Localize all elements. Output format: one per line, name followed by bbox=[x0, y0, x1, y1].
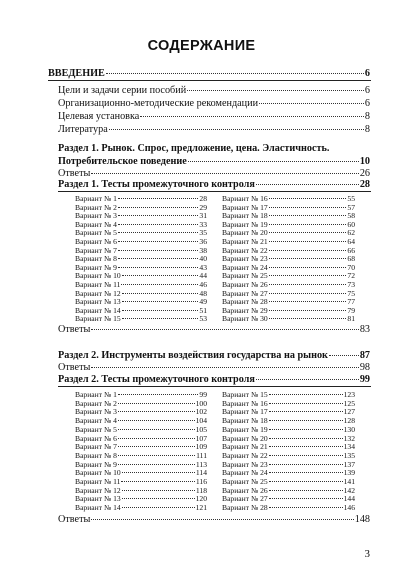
variant-page: 64 bbox=[347, 237, 355, 246]
variant-entry bbox=[222, 290, 355, 298]
variant-label: Вариант № 1 bbox=[75, 194, 117, 203]
leader-dots bbox=[118, 438, 195, 439]
variant-page: 120 bbox=[195, 494, 207, 504]
variant-label: Вариант № 3 bbox=[75, 407, 117, 417]
variant-label: Вариант № 2 bbox=[75, 202, 117, 212]
variant-entry bbox=[222, 400, 355, 408]
variant-entry bbox=[222, 247, 355, 255]
variant-label: Вариант № 20 bbox=[222, 433, 268, 443]
variant-page: 53 bbox=[199, 314, 207, 324]
toc-entry-label: Литература bbox=[58, 124, 108, 135]
variant-page: 114 bbox=[195, 468, 207, 478]
leader-dots bbox=[269, 507, 343, 508]
variant-entry bbox=[75, 426, 207, 434]
variant-entry bbox=[75, 443, 207, 451]
variant-page: 36 bbox=[199, 237, 207, 246]
variant-entry bbox=[222, 307, 355, 315]
variant-label: Вариант № 12 bbox=[75, 485, 121, 495]
leader-dots bbox=[122, 293, 199, 294]
variant-label: Вариант № 26 bbox=[222, 280, 268, 289]
variant-label: Вариант № 30 bbox=[222, 314, 268, 324]
toc-entry-label: Ответы bbox=[58, 362, 91, 373]
toc-entry-page: 6 bbox=[364, 98, 370, 109]
variant-label: Вариант № 29 bbox=[222, 305, 268, 315]
variant-entry bbox=[75, 408, 207, 416]
variant-page: 68 bbox=[347, 254, 355, 264]
variant-label: Вариант № 6 bbox=[75, 433, 117, 443]
variant-label: Вариант № 13 bbox=[75, 297, 121, 307]
leader-dots bbox=[118, 232, 199, 233]
variant-page: 55 bbox=[347, 194, 355, 203]
variant-label: Вариант № 14 bbox=[75, 305, 121, 315]
variant-label: Вариант № 19 bbox=[222, 424, 268, 434]
variant-entry bbox=[222, 487, 355, 495]
variant-page: 60 bbox=[347, 219, 355, 229]
toc-entry-label: Ответы bbox=[58, 514, 91, 525]
variant-page: 113 bbox=[195, 459, 207, 469]
toc-entry-page: 83 bbox=[359, 324, 370, 335]
leader-dots bbox=[106, 73, 364, 74]
variant-label: Вариант № 10 bbox=[75, 468, 121, 478]
variant-label: Вариант № 6 bbox=[75, 237, 117, 246]
leader-dots bbox=[122, 472, 195, 473]
variant-page: 134 bbox=[343, 442, 355, 452]
variant-page: 123 bbox=[343, 390, 355, 399]
variant-page: 146 bbox=[343, 503, 355, 513]
toc-entry bbox=[58, 112, 370, 122]
leader-dots bbox=[269, 232, 347, 233]
variant-entry bbox=[222, 298, 355, 306]
variant-label: Вариант № 28 bbox=[222, 297, 268, 307]
variant-label: Вариант № 23 bbox=[222, 254, 268, 264]
variant-label: Вариант № 7 bbox=[75, 442, 117, 452]
variant-entry bbox=[75, 461, 207, 469]
toc-entry-answers bbox=[58, 515, 370, 525]
variant-entry bbox=[222, 229, 355, 237]
variant-label: Вариант № 16 bbox=[222, 194, 268, 203]
variant-label: Вариант № 25 bbox=[222, 477, 268, 486]
leader-dots bbox=[269, 403, 343, 404]
leader-dots bbox=[188, 161, 359, 162]
variant-label: Вариант № 4 bbox=[75, 219, 117, 229]
variant-page: 44 bbox=[199, 271, 207, 281]
toc-entry-label: Ответы bbox=[58, 324, 91, 335]
leader-dots bbox=[269, 293, 347, 294]
leader-dots bbox=[269, 438, 343, 439]
leader-dots bbox=[259, 103, 364, 104]
variant-entry bbox=[222, 212, 355, 220]
leader-dots bbox=[118, 241, 199, 242]
variant-label: Вариант № 11 bbox=[75, 280, 121, 289]
variant-label: Вариант № 3 bbox=[75, 211, 117, 221]
leader-dots bbox=[118, 224, 199, 225]
variant-entry bbox=[222, 495, 355, 503]
leader-dots bbox=[91, 367, 358, 368]
variant-label: Вариант № 16 bbox=[222, 398, 268, 408]
variant-label: Вариант № 1 bbox=[75, 390, 117, 399]
variant-page: 135 bbox=[343, 450, 355, 460]
variant-label: Вариант № 11 bbox=[75, 477, 121, 486]
variant-page: 104 bbox=[195, 416, 207, 426]
variant-entry bbox=[222, 195, 355, 203]
variant-page: 118 bbox=[195, 485, 207, 495]
leader-dots bbox=[91, 519, 353, 520]
variant-entry bbox=[75, 204, 207, 212]
section-1-title-line1 bbox=[58, 144, 370, 154]
variant-label: Вариант № 14 bbox=[75, 503, 121, 513]
variant-page: 33 bbox=[199, 219, 207, 229]
toc-entry-page: 28 bbox=[359, 179, 370, 190]
variant-entry bbox=[222, 255, 355, 263]
leader-dots bbox=[269, 267, 347, 268]
page-number: 3 bbox=[364, 548, 370, 560]
leader-dots bbox=[269, 429, 343, 430]
toc-entry-tests-2 bbox=[58, 375, 370, 385]
variant-entry bbox=[222, 391, 355, 399]
variant-entry bbox=[75, 281, 207, 289]
leader-dots bbox=[118, 267, 199, 268]
divider bbox=[48, 80, 371, 81]
variant-entry bbox=[75, 229, 207, 237]
variant-label: Вариант № 21 bbox=[222, 237, 268, 246]
toc-entry-intro bbox=[48, 69, 370, 79]
variant-page: 62 bbox=[347, 228, 355, 238]
leader-dots bbox=[118, 420, 195, 421]
variant-entry bbox=[222, 504, 355, 512]
toc-entry-answers bbox=[58, 363, 370, 373]
variant-label: Вариант № 22 bbox=[222, 450, 268, 460]
leader-dots bbox=[256, 379, 359, 380]
leader-dots bbox=[118, 394, 199, 395]
leader-dots bbox=[121, 284, 198, 285]
variant-label: Вариант № 19 bbox=[222, 219, 268, 229]
variant-page: 130 bbox=[343, 424, 355, 434]
leader-dots bbox=[122, 275, 199, 276]
leader-dots bbox=[269, 446, 343, 447]
leader-dots bbox=[118, 258, 199, 259]
variant-page: 102 bbox=[195, 407, 207, 417]
toc-entry-label: Раздел 1. Тесты промежуточного контроля bbox=[58, 179, 255, 190]
variant-entry bbox=[222, 426, 355, 434]
variant-page: 99 bbox=[199, 390, 207, 399]
leader-dots bbox=[118, 464, 195, 465]
leader-dots bbox=[118, 215, 199, 216]
variant-label: Вариант № 25 bbox=[222, 271, 268, 281]
toc-entry-page: 148 bbox=[354, 514, 370, 525]
variant-label: Вариант № 22 bbox=[222, 245, 268, 255]
variant-entry bbox=[75, 400, 207, 408]
leader-dots bbox=[269, 318, 347, 319]
variant-entry bbox=[222, 452, 355, 460]
variant-entry bbox=[75, 212, 207, 220]
variant-page: 128 bbox=[343, 416, 355, 426]
variant-entry bbox=[222, 469, 355, 477]
variant-entry bbox=[75, 290, 207, 298]
variant-entry bbox=[75, 435, 207, 443]
leader-dots bbox=[269, 215, 347, 216]
toc-entry-page: 99 bbox=[359, 374, 370, 385]
variant-entry bbox=[75, 504, 207, 512]
variant-page: 125 bbox=[343, 398, 355, 408]
variant-label: Вариант № 24 bbox=[222, 262, 268, 272]
variant-page: 100 bbox=[195, 398, 207, 408]
toc-entry-answers bbox=[58, 169, 370, 179]
variant-label: Вариант № 5 bbox=[75, 228, 117, 238]
variant-entry bbox=[75, 264, 207, 272]
variant-entry bbox=[75, 469, 207, 477]
variant-entry bbox=[75, 417, 207, 425]
variant-page: 43 bbox=[199, 262, 207, 272]
variant-entry bbox=[75, 255, 207, 263]
variant-page: 139 bbox=[343, 468, 355, 478]
variant-page: 111 bbox=[196, 450, 207, 460]
variant-entry bbox=[75, 221, 207, 229]
toc-entry bbox=[58, 125, 370, 135]
variant-entry bbox=[222, 417, 355, 425]
variant-page: 81 bbox=[347, 314, 355, 324]
toc-entry-section-1 bbox=[58, 157, 370, 167]
leader-dots bbox=[269, 455, 343, 456]
variant-label: Вариант № 4 bbox=[75, 416, 117, 426]
leader-dots bbox=[269, 241, 347, 242]
variant-entry bbox=[75, 247, 207, 255]
toc-entry-page: 8 bbox=[364, 124, 370, 135]
variant-entry bbox=[75, 238, 207, 246]
leader-dots bbox=[269, 464, 343, 465]
leader-dots bbox=[269, 472, 343, 473]
leader-dots bbox=[118, 429, 195, 430]
variant-entry bbox=[222, 272, 355, 280]
variant-label: Вариант № 9 bbox=[75, 262, 117, 272]
leader-dots bbox=[118, 446, 195, 447]
leader-dots bbox=[121, 481, 194, 482]
variant-label: Вариант № 2 bbox=[75, 398, 117, 408]
toc-entry-page: 87 bbox=[359, 350, 370, 361]
variant-page: 35 bbox=[199, 228, 207, 238]
variant-page: 141 bbox=[343, 477, 355, 486]
variant-label: Вариант № 7 bbox=[75, 245, 117, 255]
variant-entry bbox=[75, 315, 207, 323]
leader-dots bbox=[269, 310, 347, 311]
leader-dots bbox=[269, 284, 347, 285]
variant-label: Вариант № 9 bbox=[75, 459, 117, 469]
variant-label: Вариант № 28 bbox=[222, 503, 268, 513]
variant-label: Вариант № 27 bbox=[222, 494, 268, 504]
leader-dots bbox=[122, 490, 195, 491]
toc-entry-label: Раздел 2. Тесты промежуточного контроля bbox=[58, 374, 255, 385]
variant-page: 57 bbox=[347, 202, 355, 212]
leader-dots bbox=[122, 318, 199, 319]
leader-dots bbox=[91, 329, 358, 330]
leader-dots bbox=[269, 490, 343, 491]
variant-entry bbox=[75, 307, 207, 315]
variant-label: Вариант № 8 bbox=[75, 254, 117, 264]
toc-entry-label: Потребительское поведение bbox=[58, 156, 187, 167]
variant-page: 144 bbox=[343, 494, 355, 504]
variant-page: 51 bbox=[199, 305, 207, 315]
variant-entry bbox=[222, 264, 355, 272]
leader-dots bbox=[269, 198, 347, 199]
variant-entry bbox=[222, 204, 355, 212]
page-title: СОДЕРЖАНИЕ bbox=[147, 38, 256, 54]
variant-page: 48 bbox=[199, 288, 207, 298]
leader-dots bbox=[269, 301, 347, 302]
variant-label: Вариант № 13 bbox=[75, 494, 121, 504]
toc-entry-page: 6 bbox=[364, 85, 370, 96]
toc-entry-page: 10 bbox=[359, 156, 370, 167]
variant-entry bbox=[75, 452, 207, 460]
leader-dots bbox=[118, 455, 195, 456]
variant-page: 46 bbox=[199, 280, 207, 289]
leader-dots bbox=[269, 275, 347, 276]
variant-label: Вариант № 27 bbox=[222, 288, 268, 298]
leader-dots bbox=[91, 173, 358, 174]
toc-entry-label: Целевая установка bbox=[58, 111, 140, 122]
leader-dots bbox=[187, 90, 364, 91]
variant-page: 107 bbox=[195, 433, 207, 443]
toc-entry bbox=[58, 99, 370, 109]
variant-entry bbox=[75, 495, 207, 503]
variant-label: Вариант № 24 bbox=[222, 468, 268, 478]
variant-entry bbox=[222, 461, 355, 469]
variant-page: 137 bbox=[343, 459, 355, 469]
leader-dots bbox=[118, 403, 195, 404]
variant-entry bbox=[75, 195, 207, 203]
variant-label: Вариант № 23 bbox=[222, 459, 268, 469]
variant-label: Вариант № 17 bbox=[222, 407, 268, 417]
variant-label: Вариант № 15 bbox=[222, 390, 268, 399]
leader-dots bbox=[140, 116, 364, 117]
toc-entry-section-2 bbox=[58, 351, 370, 361]
variant-entry bbox=[75, 272, 207, 280]
toc-entry-page: 98 bbox=[359, 362, 370, 373]
variant-entry bbox=[222, 478, 355, 486]
leader-dots bbox=[122, 498, 195, 499]
leader-dots bbox=[269, 498, 343, 499]
variant-page: 79 bbox=[347, 305, 355, 315]
variant-page: 72 bbox=[347, 271, 355, 281]
variant-entry bbox=[75, 298, 207, 306]
variant-page: 142 bbox=[343, 485, 355, 495]
variant-label: Вариант № 17 bbox=[222, 202, 268, 212]
variant-page: 70 bbox=[347, 262, 355, 272]
variant-page: 58 bbox=[347, 211, 355, 221]
leader-dots bbox=[122, 507, 195, 508]
divider bbox=[58, 191, 371, 192]
leader-dots bbox=[269, 207, 347, 208]
variant-page: 75 bbox=[347, 288, 355, 298]
variant-page: 31 bbox=[199, 211, 207, 221]
variant-page: 109 bbox=[195, 442, 207, 452]
leader-dots bbox=[269, 420, 343, 421]
variant-label: Вариант № 8 bbox=[75, 450, 117, 460]
toc-entry-page: 6 bbox=[364, 68, 370, 79]
toc-entry-tests-1 bbox=[58, 180, 370, 190]
variant-page: 28 bbox=[199, 194, 207, 203]
variant-entry bbox=[75, 487, 207, 495]
toc-entry-label: Ответы bbox=[58, 168, 91, 179]
variant-page: 73 bbox=[347, 280, 355, 289]
toc-entry-label: Организационно-методические рекомендации bbox=[58, 98, 259, 109]
toc-entry bbox=[58, 86, 370, 96]
variant-label: Вариант № 12 bbox=[75, 288, 121, 298]
leader-dots bbox=[269, 258, 347, 259]
toc-entry-label: ВВЕДЕНИЕ bbox=[48, 68, 105, 79]
variant-page: 40 bbox=[199, 254, 207, 264]
variant-label: Вариант № 15 bbox=[75, 314, 121, 324]
section-title: Раздел 1. Рынок. Спрос, предложение, цена. Эластичность. bbox=[58, 143, 330, 154]
toc-entry-label: Раздел 2. Инструменты воздействия государства на рынок bbox=[58, 350, 328, 361]
variant-entry bbox=[222, 238, 355, 246]
variant-entry bbox=[75, 478, 207, 486]
variant-page: 38 bbox=[199, 245, 207, 255]
leader-dots bbox=[269, 394, 343, 395]
variant-entry bbox=[75, 391, 207, 399]
variant-entry bbox=[222, 221, 355, 229]
leader-dots bbox=[269, 250, 347, 251]
variant-label: Вариант № 26 bbox=[222, 485, 268, 495]
toc-entry-label: Цели и задачи серии пособий bbox=[58, 85, 187, 96]
toc-entry-page: 26 bbox=[359, 168, 370, 179]
leader-dots bbox=[269, 411, 343, 412]
variant-label: Вариант № 21 bbox=[222, 442, 268, 452]
variant-entry bbox=[222, 443, 355, 451]
variant-page: 127 bbox=[343, 407, 355, 417]
variant-label: Вариант № 18 bbox=[222, 211, 268, 221]
toc-entry-answers bbox=[58, 325, 370, 335]
variant-page: 116 bbox=[195, 477, 207, 486]
divider bbox=[58, 386, 371, 387]
variant-label: Вариант № 18 bbox=[222, 416, 268, 426]
leader-dots bbox=[118, 250, 199, 251]
variant-page: 66 bbox=[347, 245, 355, 255]
variant-page: 49 bbox=[199, 297, 207, 307]
variant-entry bbox=[222, 408, 355, 416]
variant-page: 121 bbox=[195, 503, 207, 513]
leader-dots bbox=[122, 301, 199, 302]
leader-dots bbox=[118, 411, 195, 412]
variant-entry bbox=[222, 435, 355, 443]
variant-page: 105 bbox=[195, 424, 207, 434]
variant-label: Вариант № 5 bbox=[75, 424, 117, 434]
leader-dots bbox=[256, 184, 359, 185]
variant-page: 132 bbox=[343, 433, 355, 443]
leader-dots bbox=[122, 310, 199, 311]
leader-dots bbox=[269, 481, 343, 482]
toc-entry-page: 8 bbox=[364, 111, 370, 122]
leader-dots bbox=[118, 207, 199, 208]
variant-entry bbox=[222, 315, 355, 323]
leader-dots bbox=[118, 198, 199, 199]
variant-page: 29 bbox=[199, 202, 207, 212]
variant-label: Вариант № 20 bbox=[222, 228, 268, 238]
variant-page: 77 bbox=[347, 297, 355, 307]
leader-dots bbox=[269, 224, 347, 225]
leader-dots bbox=[329, 355, 359, 356]
leader-dots bbox=[109, 129, 364, 130]
variant-entry bbox=[222, 281, 355, 289]
variant-label: Вариант № 10 bbox=[75, 271, 121, 281]
